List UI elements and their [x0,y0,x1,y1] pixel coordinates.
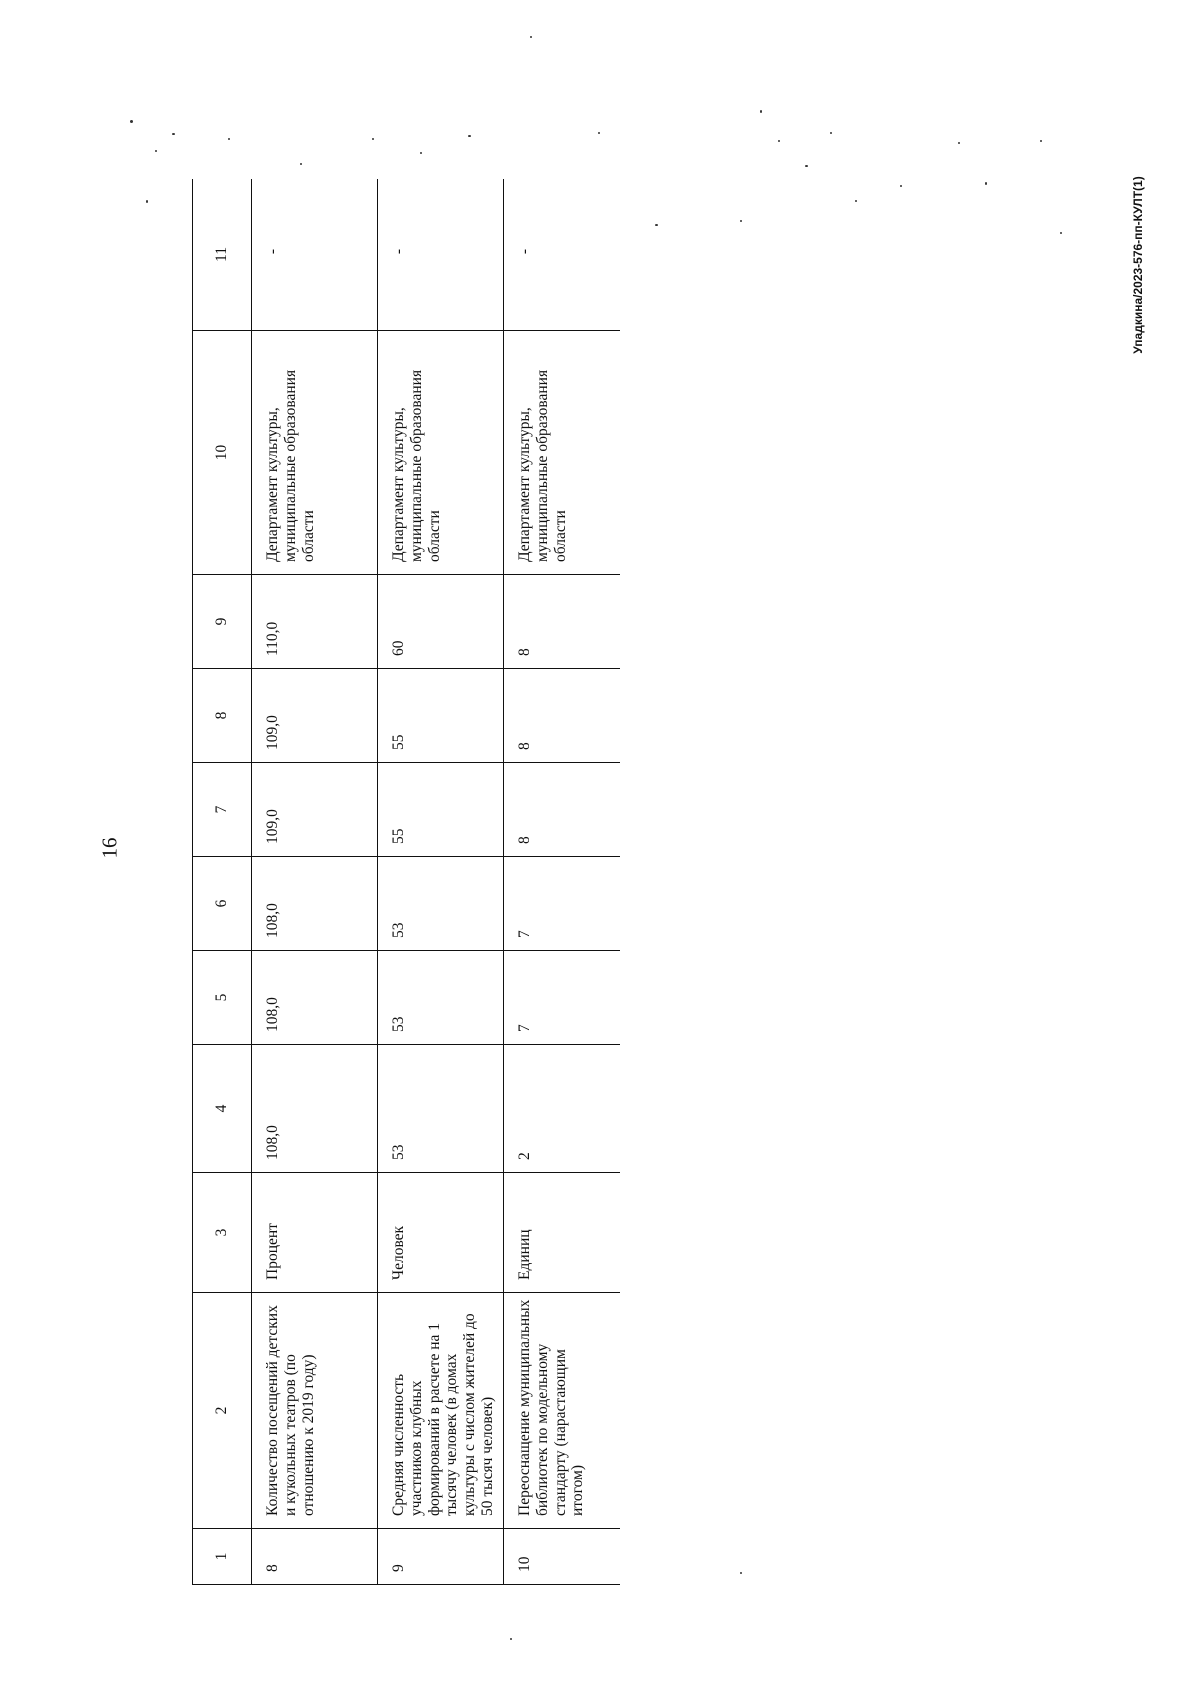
responsible-cell: Департамент культуры, муниципальные образования области [504,331,621,575]
scan-speck [1040,140,1042,142]
value-cell: 109,0 [252,763,378,857]
scan-speck [530,36,532,38]
value-cell: 109,0 [252,669,378,763]
scan-speck [372,138,374,140]
value-cell: 110,0 [252,575,378,669]
scan-speck [760,110,762,113]
table-row [504,179,621,1585]
value-cell: 7 [504,951,621,1045]
value-cell: 108,0 [252,857,378,951]
column-number: 6 [193,857,252,951]
scan-speck [830,132,832,134]
scan-speck [420,152,422,154]
value-cell: 53 [378,1045,504,1173]
value-cell: 8 [504,575,621,669]
note-cell: - [504,179,621,331]
scan-speck [805,165,808,167]
scan-speck [855,200,857,202]
table-row [378,179,504,1585]
unit-cell: Единиц [504,1173,621,1293]
indicator-name-cell: Переоснащение муниципальных библиотек по модельному стандарту (нарастающим итогом) [504,1293,621,1529]
column-number-row [193,179,252,1585]
column-number: 2 [193,1293,252,1529]
value-cell: 108,0 [252,951,378,1045]
scan-speck [740,1572,742,1574]
value-cell: 108,0 [252,1045,378,1173]
scan-speck [510,1638,512,1640]
scan-speck [228,138,230,140]
scan-speck [985,182,987,185]
responsible-cell: Департамент культуры, муниципальные образования области [252,331,378,575]
table-row [252,179,378,1585]
column-number: 7 [193,763,252,857]
scan-speck [598,132,600,134]
value-cell: 2 [504,1045,621,1173]
column-number: 5 [193,951,252,1045]
scan-speck [300,163,302,165]
scan-speck [778,140,780,142]
column-number: 11 [193,179,252,331]
responsible-cell: Департамент культуры, муниципальные образования области [378,331,504,575]
value-cell: 8 [504,669,621,763]
indicator-name-cell: Средняя численность участников клубных формирований в расчете на 1 тысячу человек (в домах культуры с числом жителей до 50 тысяч человек) [378,1293,504,1529]
scan-speck [130,120,133,123]
value-cell: 53 [378,951,504,1045]
value-cell: 55 [378,763,504,857]
note-cell: - [252,179,378,331]
column-number: 10 [193,331,252,575]
row-number-cell: 10 [504,1529,621,1585]
scan-speck [155,150,157,152]
document-code: Упадкина/2023-576-пп-КУЛТ(1) [1131,176,1145,354]
value-cell: 60 [378,575,504,669]
column-number: 1 [193,1529,252,1585]
indicators-table [192,179,620,1585]
value-cell: 53 [378,857,504,951]
row-number-cell: 8 [252,1529,378,1585]
column-number: 8 [193,669,252,763]
scan-speck [740,220,742,222]
column-number: 9 [193,575,252,669]
scan-speck [900,185,902,187]
page-number: 16 [97,837,122,859]
scan-speck [655,224,658,226]
column-number: 4 [193,1045,252,1173]
column-number: 3 [193,1173,252,1293]
scan-speck [958,142,960,144]
indicators-table-frame [192,179,620,1585]
indicator-name-cell: Количество посещений детских и кукольных театров (по отношению к 2019 году) [252,1293,378,1529]
row-number-cell: 9 [378,1529,504,1585]
unit-cell: Человек [378,1173,504,1293]
value-cell: 8 [504,763,621,857]
value-cell: 55 [378,669,504,763]
note-cell: - [378,179,504,331]
scan-speck [146,200,148,203]
unit-cell: Процент [252,1173,378,1293]
scan-speck [468,135,471,137]
value-cell: 7 [504,857,621,951]
scan-speck [1060,232,1062,234]
scan-speck [172,133,175,135]
